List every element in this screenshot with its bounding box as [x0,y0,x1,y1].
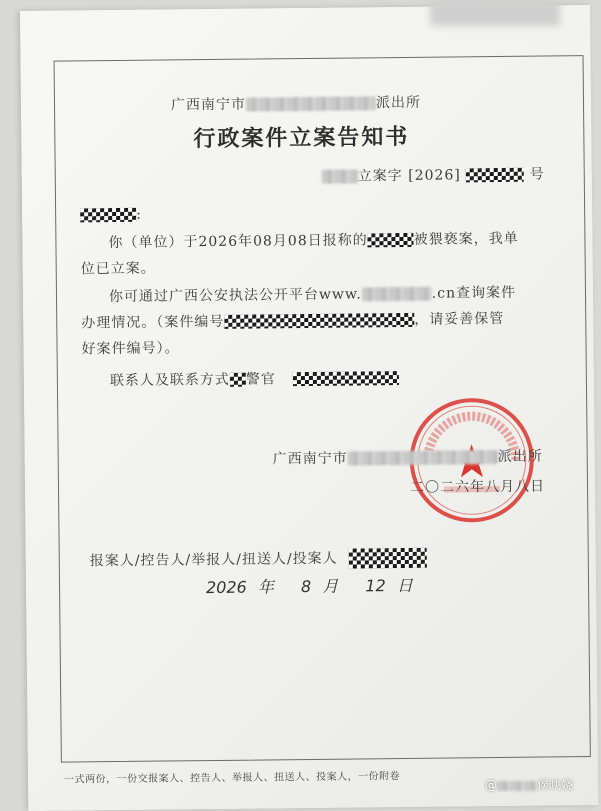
redacted-prefix [322,169,358,183]
redacted-addressee [80,208,136,223]
watermark-at-icon: @ [485,778,497,792]
footer-note: 一式两份，一份交报案人、控告人、举报人、扭送人、投案人，一份附卷 [64,771,401,786]
para1-text-a: 你（单位）于2026年08月08日报称的 [108,232,368,252]
signing-office-suffix: 派出所 [497,448,543,466]
para2-line1 [109,282,516,306]
addressee-colon: : [136,206,142,223]
watermark [485,776,573,793]
para2-text-a: 你可通过广西公安执法公开平台www. [108,286,362,306]
signing-date: 二〇二六年八月八日 [409,478,546,496]
issuing-city: 广西南宁市 [170,96,247,114]
receipt-day-unit: 日 [396,575,413,596]
issuing-office-suffix: 派出所 [375,94,422,112]
doc-number-year: [2026] [408,167,461,184]
receipt-month-unit: 月 [322,576,339,596]
para2-line3: 好案件编号）。 [81,340,180,358]
watermark-suffix: 侯映娆 [537,778,574,792]
redacted-watermark-user [497,781,537,791]
para2-text-b: .cn查询案件 [431,284,517,302]
doc-number-label: 立案字 [357,167,403,185]
redacted-signing-office [348,450,498,466]
doc-number-suffix: 号 [529,166,545,183]
receipt-month: 8 [300,576,312,597]
receipt-day: 12 [365,576,386,596]
para1-text-b: 被猥亵案，我单 [413,230,519,248]
redacted-domain [362,287,432,302]
document-number [322,163,545,185]
redacted-case-number [224,313,414,329]
para1-line2: 位已立案。 [80,260,156,278]
signing-office [273,446,543,469]
redacted-reporter [368,233,414,247]
redacted-officer-name [230,373,246,387]
contact-label: 联系人及联系方式 [109,371,230,390]
blurred-corner [430,0,560,26]
receipt-date [206,573,413,598]
receipt-year-unit: 年 [257,577,274,597]
redacted-office-name [246,96,376,111]
para2-text-c: 办理情况。（案件编号 [81,313,225,332]
receipt-year: 2026 [205,577,247,598]
contact-line [110,367,400,390]
redacted-signature [349,548,427,569]
receipt-line [90,547,428,572]
notice-document [20,5,598,811]
document-title: 行政案件立案告知书 [193,123,410,153]
para2-text-d: ，请妥善保管 [414,310,505,328]
redacted-phone [293,371,399,386]
redacted-number [466,168,524,183]
signing-city: 广西南宁市 [272,450,348,468]
receipt-label: 报案人/控告人/举报人/扭送人/投案人 [89,550,338,570]
issuing-office-header [171,92,421,115]
addressee-line [80,207,142,224]
contact-role: 警官 [245,371,276,388]
